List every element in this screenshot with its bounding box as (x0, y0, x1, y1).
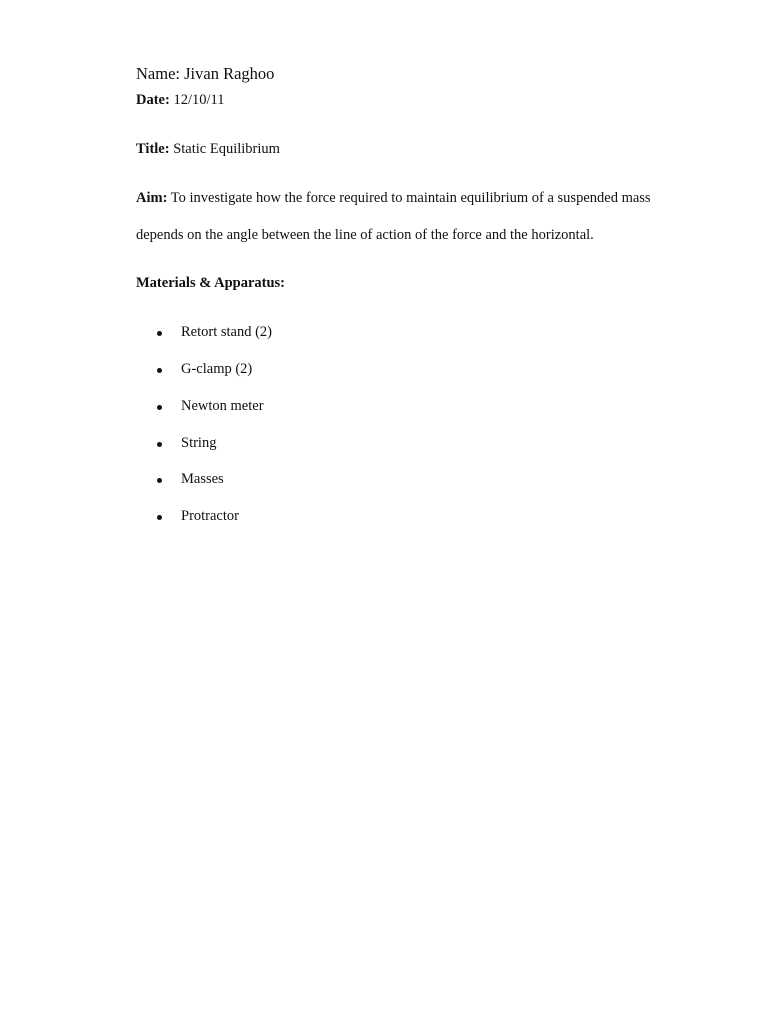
name-label: Name: (136, 64, 180, 83)
student-name-line (136, 64, 274, 84)
list-item (0, 435, 400, 455)
aim-line-2 (136, 227, 594, 244)
bullet-icon (157, 442, 162, 447)
title-value: Static Equilibrium (173, 141, 280, 157)
list-item-text: Newton meter (181, 398, 264, 414)
aim-text-1: To investigate how the force required to maintain equilibrium of a suspended mass (170, 190, 651, 206)
date-line (136, 92, 224, 109)
list-item (0, 508, 400, 528)
list-item (0, 398, 400, 418)
aim-text-2: depends on the angle between the line of action of the force and the horizontal. (136, 227, 594, 243)
aim-line-1 (136, 190, 651, 207)
list-item (0, 361, 400, 381)
title-line (136, 141, 280, 158)
list-item (0, 324, 400, 344)
date-value: 12/10/11 (173, 92, 225, 108)
aim-label: Aim: (136, 190, 168, 206)
bullet-icon (157, 478, 162, 483)
bullet-icon (157, 405, 162, 410)
list-item-text: G-clamp (2) (181, 361, 253, 377)
title-label: Title: (136, 141, 170, 157)
list-item-text: Retort stand (2) (181, 324, 273, 340)
bullet-icon (157, 368, 162, 373)
name-value: Jivan Raghoo (184, 64, 275, 83)
date-label: Date: (136, 92, 170, 108)
materials-heading: Materials & Apparatus: (136, 275, 286, 291)
bullet-icon (157, 515, 162, 520)
list-item (0, 471, 400, 491)
list-item-text: Protractor (181, 508, 239, 524)
bullet-icon (157, 331, 162, 336)
list-item-text: Masses (181, 471, 224, 487)
list-item-text: String (181, 435, 217, 451)
